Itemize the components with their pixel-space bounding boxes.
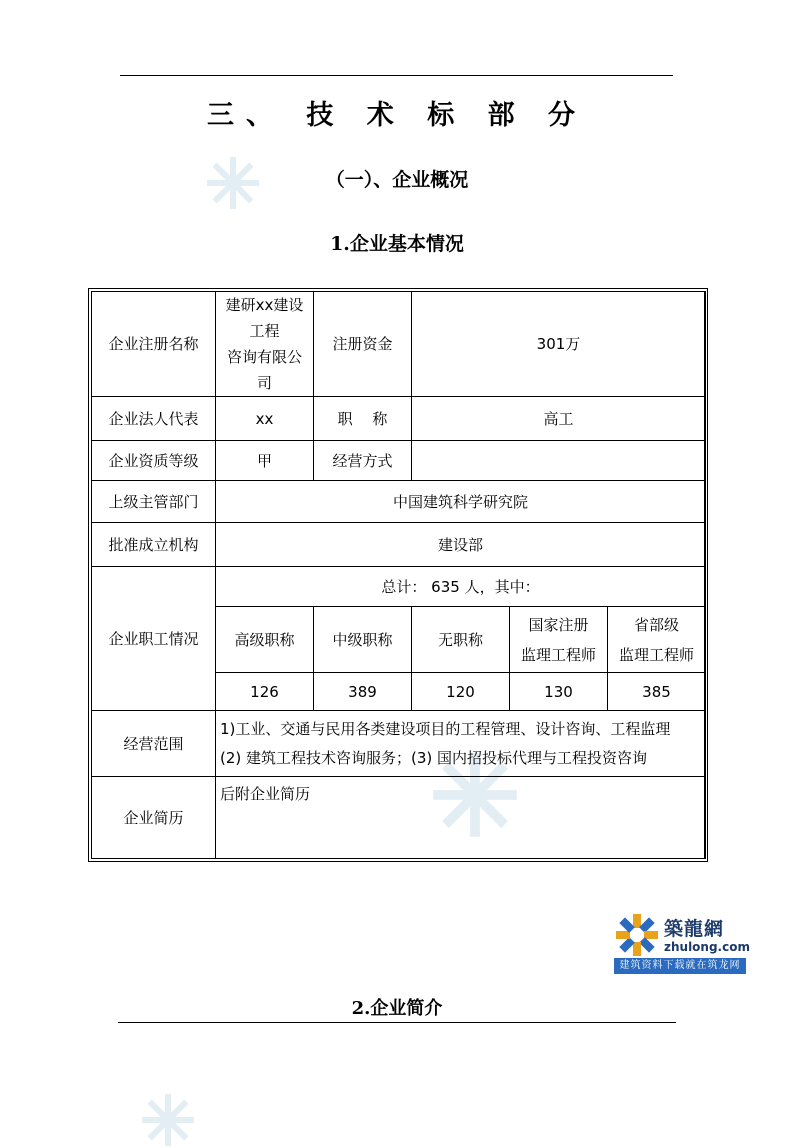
section2-title: 2.企业简介 (351, 998, 443, 1019)
scope-line1: 1)工业、交通与民用各类建设项目的工程管理、设计咨询、工程监理 (220, 719, 671, 738)
staff-count-national: 130 (510, 673, 608, 711)
business-mode-label: 经营方式 (314, 441, 412, 481)
reg-name-value (216, 292, 314, 397)
staff-header-national-l1: 国家注册 (528, 615, 589, 634)
watermark-snowflake-icon (140, 1092, 196, 1148)
capital-label: 注册资金 (314, 292, 412, 397)
staff-header-provincial-l2: 监理工程师 (618, 645, 694, 664)
history-label: 企业简历 (92, 777, 216, 859)
business-mode-value (412, 441, 706, 481)
top-rule (120, 75, 673, 76)
staff-header-provincial (608, 607, 706, 673)
staff-header-none: 无职称 (412, 607, 510, 673)
supervisor-label: 上级主管部门 (92, 481, 216, 523)
staff-header-provincial-l1: 省部级 (633, 615, 679, 634)
staff-count-senior: 126 (216, 673, 314, 711)
staff-header-national-l2: 监理工程师 (520, 645, 596, 664)
reg-name-line2: 咨询有限公司 (226, 348, 302, 392)
logo-slogan: 建筑资料下载就在筑龙网 (614, 958, 746, 974)
supervisor-value: 中国建筑科学研究院 (216, 481, 706, 523)
scope-line2: (2) 建筑工程技术咨询服务；(3) 国内招投标代理与工程投资咨询 (220, 748, 648, 767)
scope-label: 经营范围 (92, 711, 216, 777)
reg-name-line1: 建研xx建设工程 (225, 296, 304, 340)
title-label: 职 称 (314, 397, 412, 441)
staff-total: 总计： 635 人，其中： (216, 567, 706, 607)
title-value: 高工 (412, 397, 706, 441)
staff-header-senior: 高级职称 (216, 607, 314, 673)
staff-label: 企业职工情况 (92, 567, 216, 711)
company-info-table (91, 291, 706, 859)
legal-rep-value: xx (216, 397, 314, 441)
main-title: 三、 技 术 标 部 分 (207, 100, 587, 131)
logo-name-cn: 築龍網 (664, 918, 725, 940)
staff-count-middle: 389 (314, 673, 412, 711)
staff-count-none: 120 (412, 673, 510, 711)
reg-name-label: 企业注册名称 (92, 292, 216, 397)
qualification-label: 企业资质等级 (92, 441, 216, 481)
scope-value (216, 711, 706, 777)
section1-title: 1.企业基本情况 (330, 233, 464, 255)
approver-value: 建设部 (216, 523, 706, 567)
staff-header-national (510, 607, 608, 673)
sub-title: （一）、企业概况 (325, 169, 469, 191)
qualification-value: 甲 (216, 441, 314, 481)
legal-rep-label: 企业法人代表 (92, 397, 216, 441)
staff-header-middle: 中级职称 (314, 607, 412, 673)
approver-label: 批准成立机构 (92, 523, 216, 567)
zhulong-logo (614, 912, 750, 974)
staff-count-provincial: 385 (608, 673, 706, 711)
history-value: 后附企业简历 (216, 777, 706, 859)
bottom-rule (118, 1022, 676, 1023)
capital-value: 301万 (412, 292, 706, 397)
logo-name-en: zhulong.com (664, 940, 750, 954)
company-info-table-frame (88, 288, 708, 862)
zhulong-emblem-icon (614, 912, 660, 958)
